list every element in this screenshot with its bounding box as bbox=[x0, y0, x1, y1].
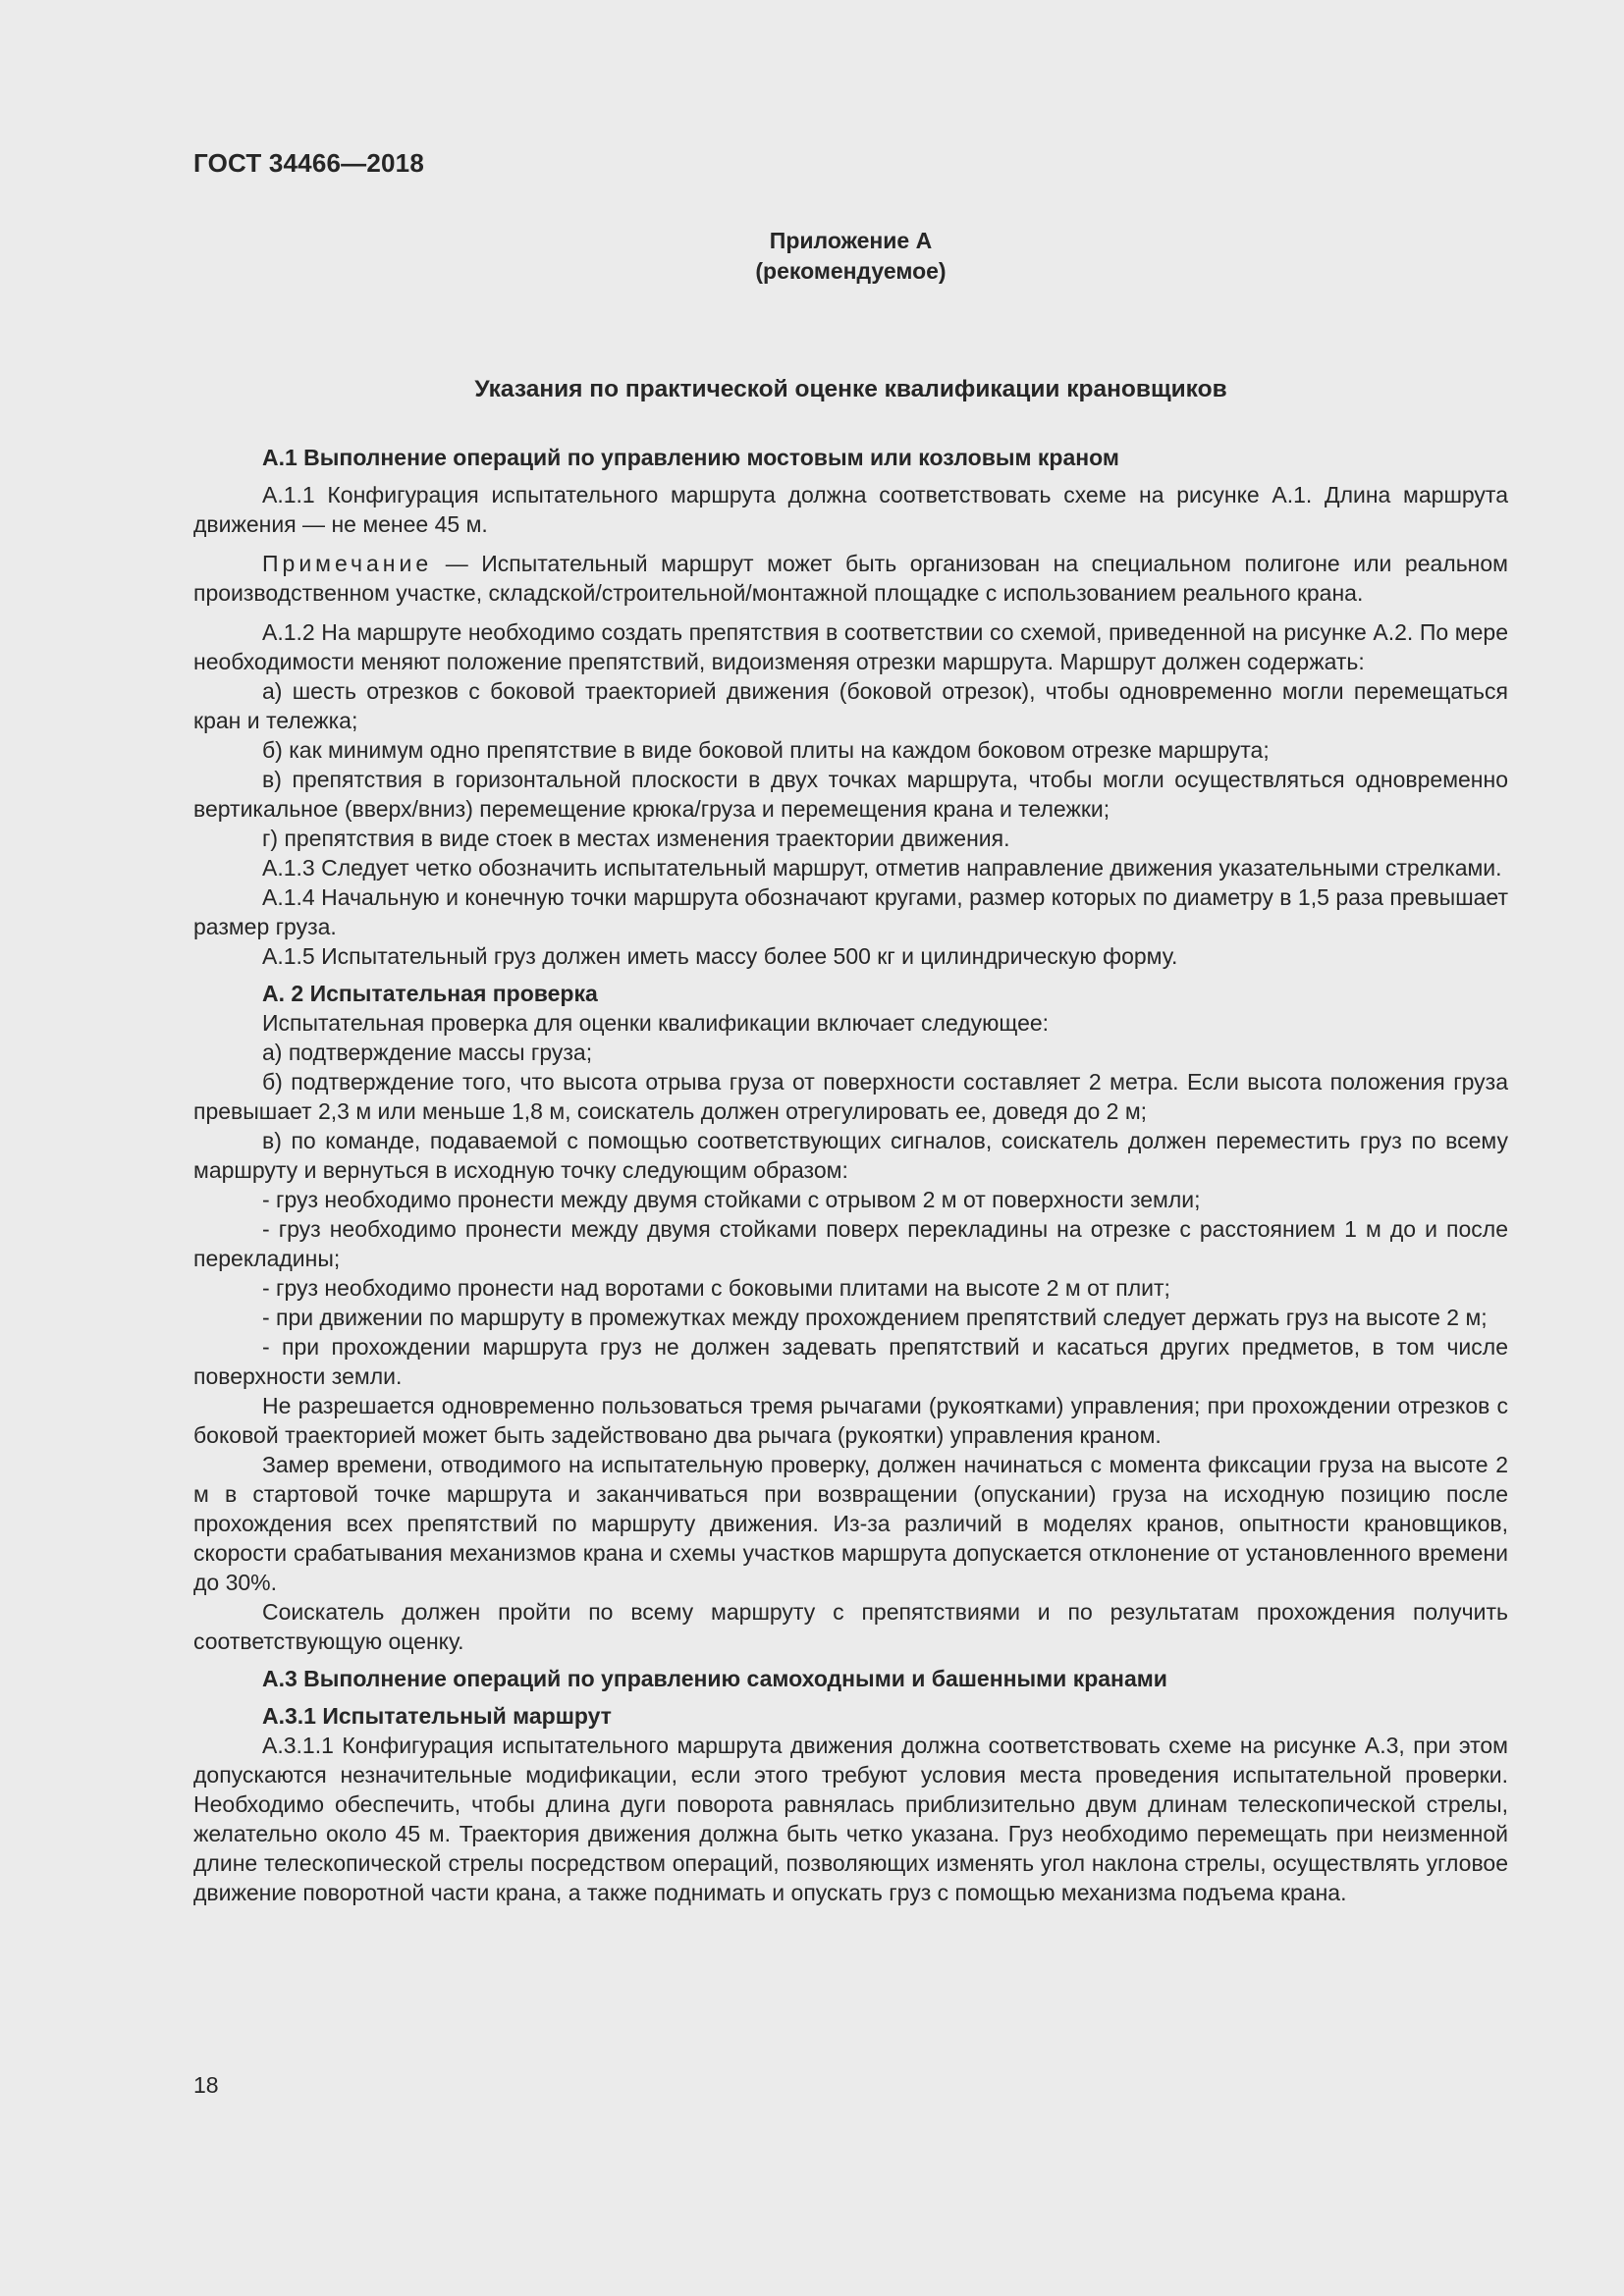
list-item-a1-v: в) препятствия в горизонтальной плоскости в двух точках маршрута, чтобы могли осуществляться одновременно вертикальное (вверх/вниз) перемещение крюка/груза и перемещения крана и тележки; bbox=[193, 767, 1508, 822]
note-label: Примечание bbox=[262, 551, 433, 576]
document-code: ГОСТ 34466—2018 bbox=[193, 148, 424, 178]
paragraph-pass: Соискатель должен пройти по всему маршруту с препятствиями и по результатам прохождения получить соответствующую оценку. bbox=[193, 1599, 1508, 1654]
list-item-a2-b: б) подтверждение того, что высота отрыва груза от поверхности составляет 2 метра. Если высота положения груза превышает 2,3 м или меньше 1,8 м, соискатель должен отрегулировать ее, доведя до 2 м; bbox=[193, 1069, 1508, 1124]
paragraph-time: Замер времени, отводимого на испытательную проверку, должен начинаться с момента фиксации груза на высоте 2 м в стартовой точке маршрута и заканчиваться при возвращении (опускании) груза на исходную позицию после прохождения всех препятствий по маршруту движения. Из-за различий в моделях кранов, опытности крановщиков, скорости срабатывания механизмов крана и схемы участков маршрута допускается отклонение от установленного времени до 30%. bbox=[193, 1452, 1508, 1595]
section-heading-a2: А. 2 Испытательная проверка bbox=[262, 981, 598, 1006]
list-item-a1-b: б) как минимум одно препятствие в виде боковой плиты на каждом боковом отрезке маршрута; bbox=[262, 737, 1270, 763]
paragraph-a2-intro: Испытательная проверка для оценки квалификации включает следующее: bbox=[262, 1010, 1050, 1036]
appendix-header bbox=[193, 226, 1508, 287]
note-paragraph bbox=[193, 549, 1508, 608]
list-item-a2-a: а) подтверждение массы груза; bbox=[262, 1040, 593, 1065]
dash-item-1: - груз необходимо пронести между двумя стойками с отрывом 2 м от поверхности земли; bbox=[262, 1187, 1201, 1212]
paragraph-a1-1: А.1.1 Конфигурация испытательного маршрута должна соответствовать схеме на рисунке А.1. Длина маршрута движения — не менее 45 м. bbox=[193, 482, 1508, 537]
paragraph-a1-5: А.1.5 Испытательный груз должен иметь массу более 500 кг и цилиндрическую форму. bbox=[262, 943, 1178, 969]
subsection-heading-a3-1: А.3.1 Испытательный маршрут bbox=[262, 1703, 612, 1729]
appendix-status: (рекомендуемое) bbox=[755, 258, 947, 284]
paragraph-levers: Не разрешается одновременно пользоваться тремя рычагами (рукоятками) управления; при прохождении отрезков с боковой траекторией может быть задействовано два рычага (рукоятки) управления краном. bbox=[193, 1393, 1508, 1448]
paragraph-a1-3: А.1.3 Следует четко обозначить испытательный маршрут, отметив направление движения указательными стрелками. bbox=[262, 855, 1502, 881]
document-body bbox=[193, 443, 1508, 1907]
paragraph-a3-1-1: А.3.1.1 Конфигурация испытательного маршрута движения должна соответствовать схеме на рисунке А.3, при этом допускаются незначительные модификации, если этого требуют условия места проведения испытательной проверки. Необходимо обеспечить, чтобы длина дуги поворота равнялась приблизительно двум длинам телескопической стрелы, желательно около 45 м. Траектория движения должна быть четко указана. Груз необходимо перемещать при неизменной длине телескопической стрелы посредством операций, позволяющих изменять угол наклона стрелы, осуществлять угловое движение поворотной части крана, а также поднимать и опускать груз с помощью механизма подъема крана. bbox=[193, 1733, 1508, 1905]
note-text: — Испытательный маршрут может быть организован на специальном полигоне или реальном производственном участке, складской/строительной/монтажной площадке с использованием реального крана. bbox=[193, 551, 1508, 606]
main-title: Указания по практической оценке квалификации крановщиков bbox=[474, 376, 1227, 402]
list-item-a1-g: г) препятствия в виде стоек в местах изменения траектории движения. bbox=[262, 826, 1010, 851]
section-heading-a1: А.1 Выполнение операций по управлению мостовым или козловым краном bbox=[262, 445, 1119, 470]
dash-item-5: - при прохождении маршрута груз не должен задевать препятствий и касаться других предметов, в том числе поверхности земли. bbox=[193, 1334, 1508, 1389]
dash-item-4: - при движении по маршруту в промежутках между прохождением препятствий следует держать груз на высоте 2 м; bbox=[262, 1305, 1488, 1330]
section-heading-a3: А.3 Выполнение операций по управлению самоходными и башенными кранами bbox=[262, 1666, 1167, 1691]
appendix-title: Приложение А bbox=[769, 228, 933, 253]
paragraph-a1-2: А.1.2 На маршруте необходимо создать препятствия в соответствии со схемой, приведенной на рисунке А.2. По мере необходимости меняют положение препятствий, видоизменяя отрезки маршрута. Маршрут должен содержать: bbox=[193, 619, 1508, 674]
dash-item-2: - груз необходимо пронести между двумя стойками поверх перекладины на отрезке с расстоянием 1 м до и после перекладины; bbox=[193, 1216, 1508, 1271]
paragraph-a1-4: А.1.4 Начальную и конечную точки маршрута обозначают кругами, размер которых по диаметру в 1,5 раза превышает размер груза. bbox=[193, 884, 1508, 939]
list-item-a1-a: а) шесть отрезков с боковой траекторией движения (боковой отрезок), чтобы одновременно могли перемещаться кран и тележка; bbox=[193, 678, 1508, 733]
list-item-a2-v: в) по команде, подаваемой с помощью соответствующих сигналов, соискатель должен переместить груз по всему маршруту и вернуться в исходную точку следующим образом: bbox=[193, 1128, 1508, 1183]
dash-item-3: - груз необходимо пронести над воротами с боковыми плитами на высоте 2 м от плит; bbox=[262, 1275, 1170, 1301]
page-number: 18 bbox=[193, 2072, 219, 2098]
